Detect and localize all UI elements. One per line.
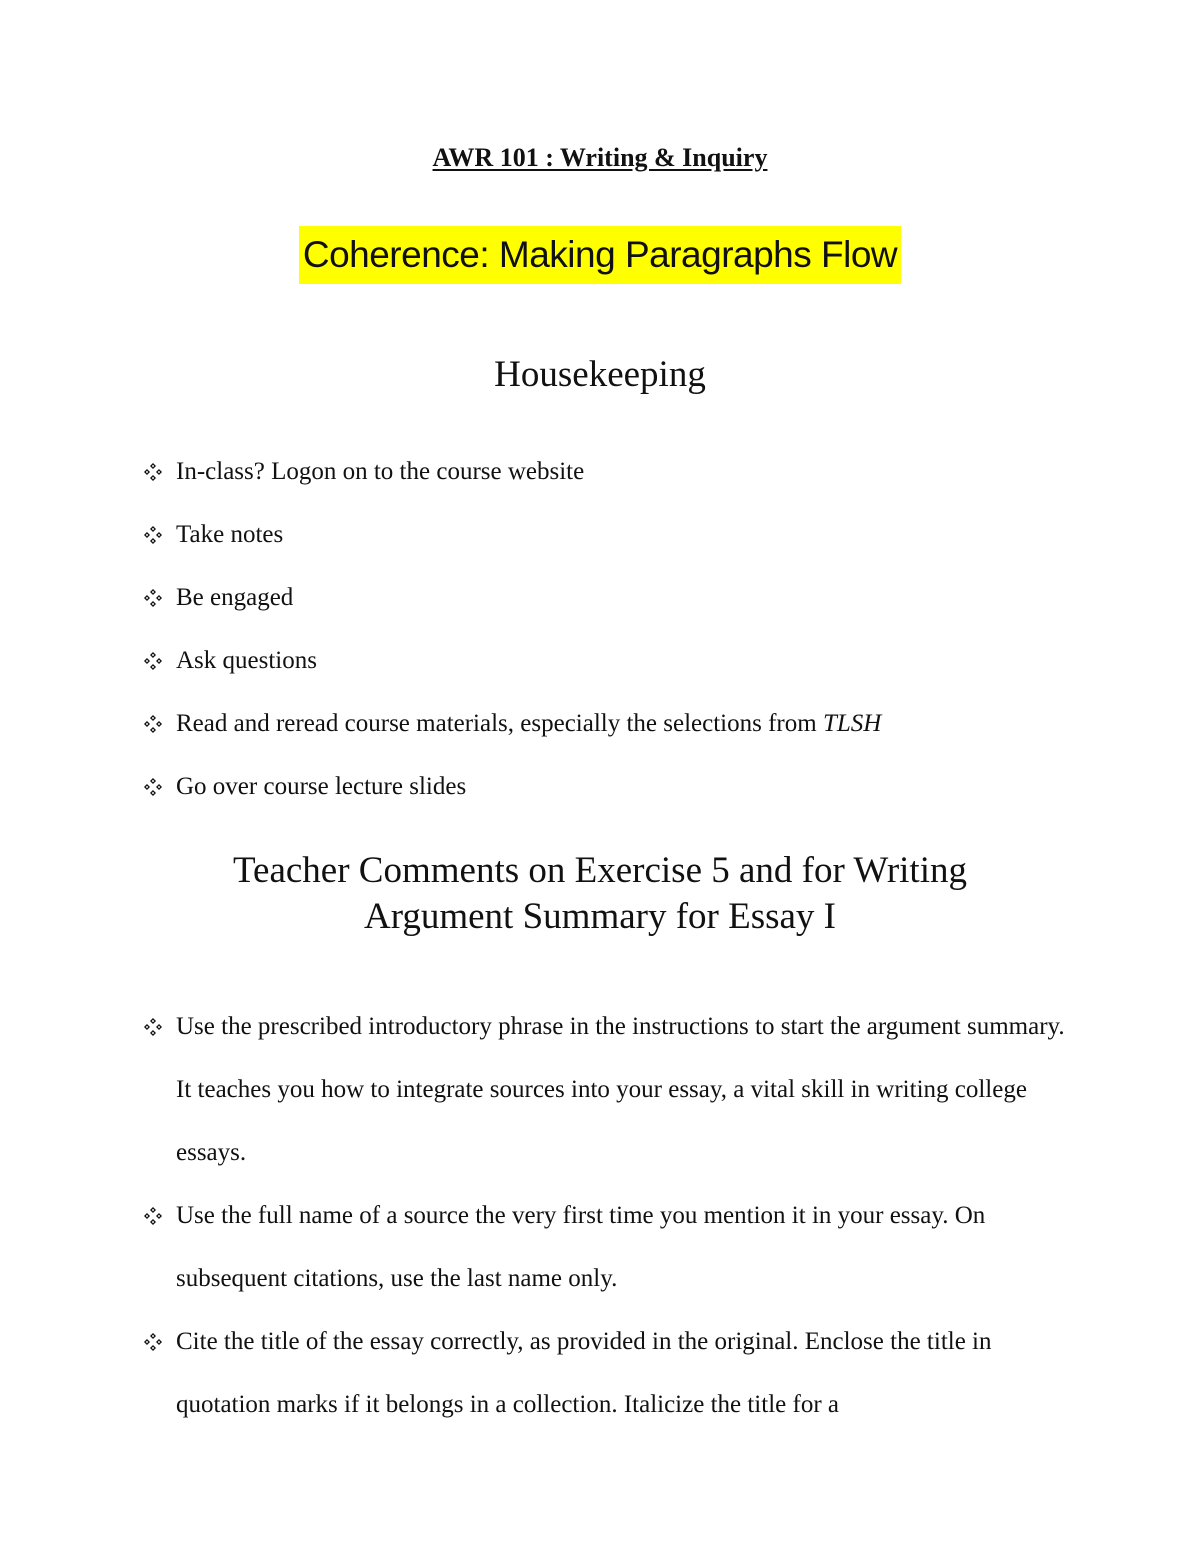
list-item-text: Ask questions <box>176 647 317 674</box>
list-item <box>144 995 1074 1184</box>
list-item <box>144 503 1074 566</box>
list-item <box>144 1184 1074 1310</box>
teacher-comments-heading-line-2: Argument Summary for Essay I <box>363 896 837 937</box>
four-diamond-bullet-icon <box>144 1184 170 1247</box>
teacher-comments-heading-line-1: Teacher Comments on Exercise 5 and for Writing <box>233 850 967 891</box>
four-diamond-bullet-icon <box>144 995 170 1058</box>
list-item-text: In-class? Logon on to the course website <box>176 458 585 485</box>
four-diamond-bullet-icon <box>144 440 170 503</box>
list-item <box>144 1310 1074 1436</box>
list-item-text: Read and reread course materials, especially the selections from <box>176 710 823 737</box>
teacher-comments-list <box>144 995 1074 1436</box>
list-item <box>144 755 1074 818</box>
list-item-text: Cite the title of the essay correctly, as provided in the original. Enclose the title in quotation marks if it belongs in a collection. Italicize the title for a <box>176 1328 992 1418</box>
list-item <box>144 440 1074 503</box>
four-diamond-bullet-icon <box>144 1310 170 1373</box>
four-diamond-bullet-icon <box>144 629 170 692</box>
list-item-text: Use the prescribed introductory phrase in the instructions to start the argument summary. It teaches you how to integrate sources into your essay, a vital skill in writing college essays. <box>176 1013 1065 1166</box>
four-diamond-bullet-icon <box>144 503 170 566</box>
list-item <box>144 692 1074 755</box>
four-diamond-bullet-icon <box>144 692 170 755</box>
course-title: AWR 101 : Writing & Inquiry <box>432 143 768 172</box>
lesson-title: Coherence: Making Paragraphs Flow <box>299 226 901 284</box>
four-diamond-bullet-icon <box>144 566 170 629</box>
list-item-text: Use the full name of a source the very first time you mention it in your essay. On subsequent citations, use the last name only. <box>176 1202 986 1292</box>
list-item-text: Go over course lecture slides <box>176 773 467 800</box>
list-item-text: Take notes <box>176 521 284 548</box>
teacher-comments-heading <box>0 848 1200 940</box>
list-item <box>144 629 1074 692</box>
housekeeping-list <box>144 440 1074 818</box>
list-item-text: Be engaged <box>176 584 294 611</box>
housekeeping-heading: Housekeeping <box>494 354 706 395</box>
list-item <box>144 566 1074 629</box>
lesson-title-wrap <box>0 226 1200 284</box>
four-diamond-bullet-icon <box>144 755 170 818</box>
book-title-abbreviation: TLSH <box>822 710 882 737</box>
